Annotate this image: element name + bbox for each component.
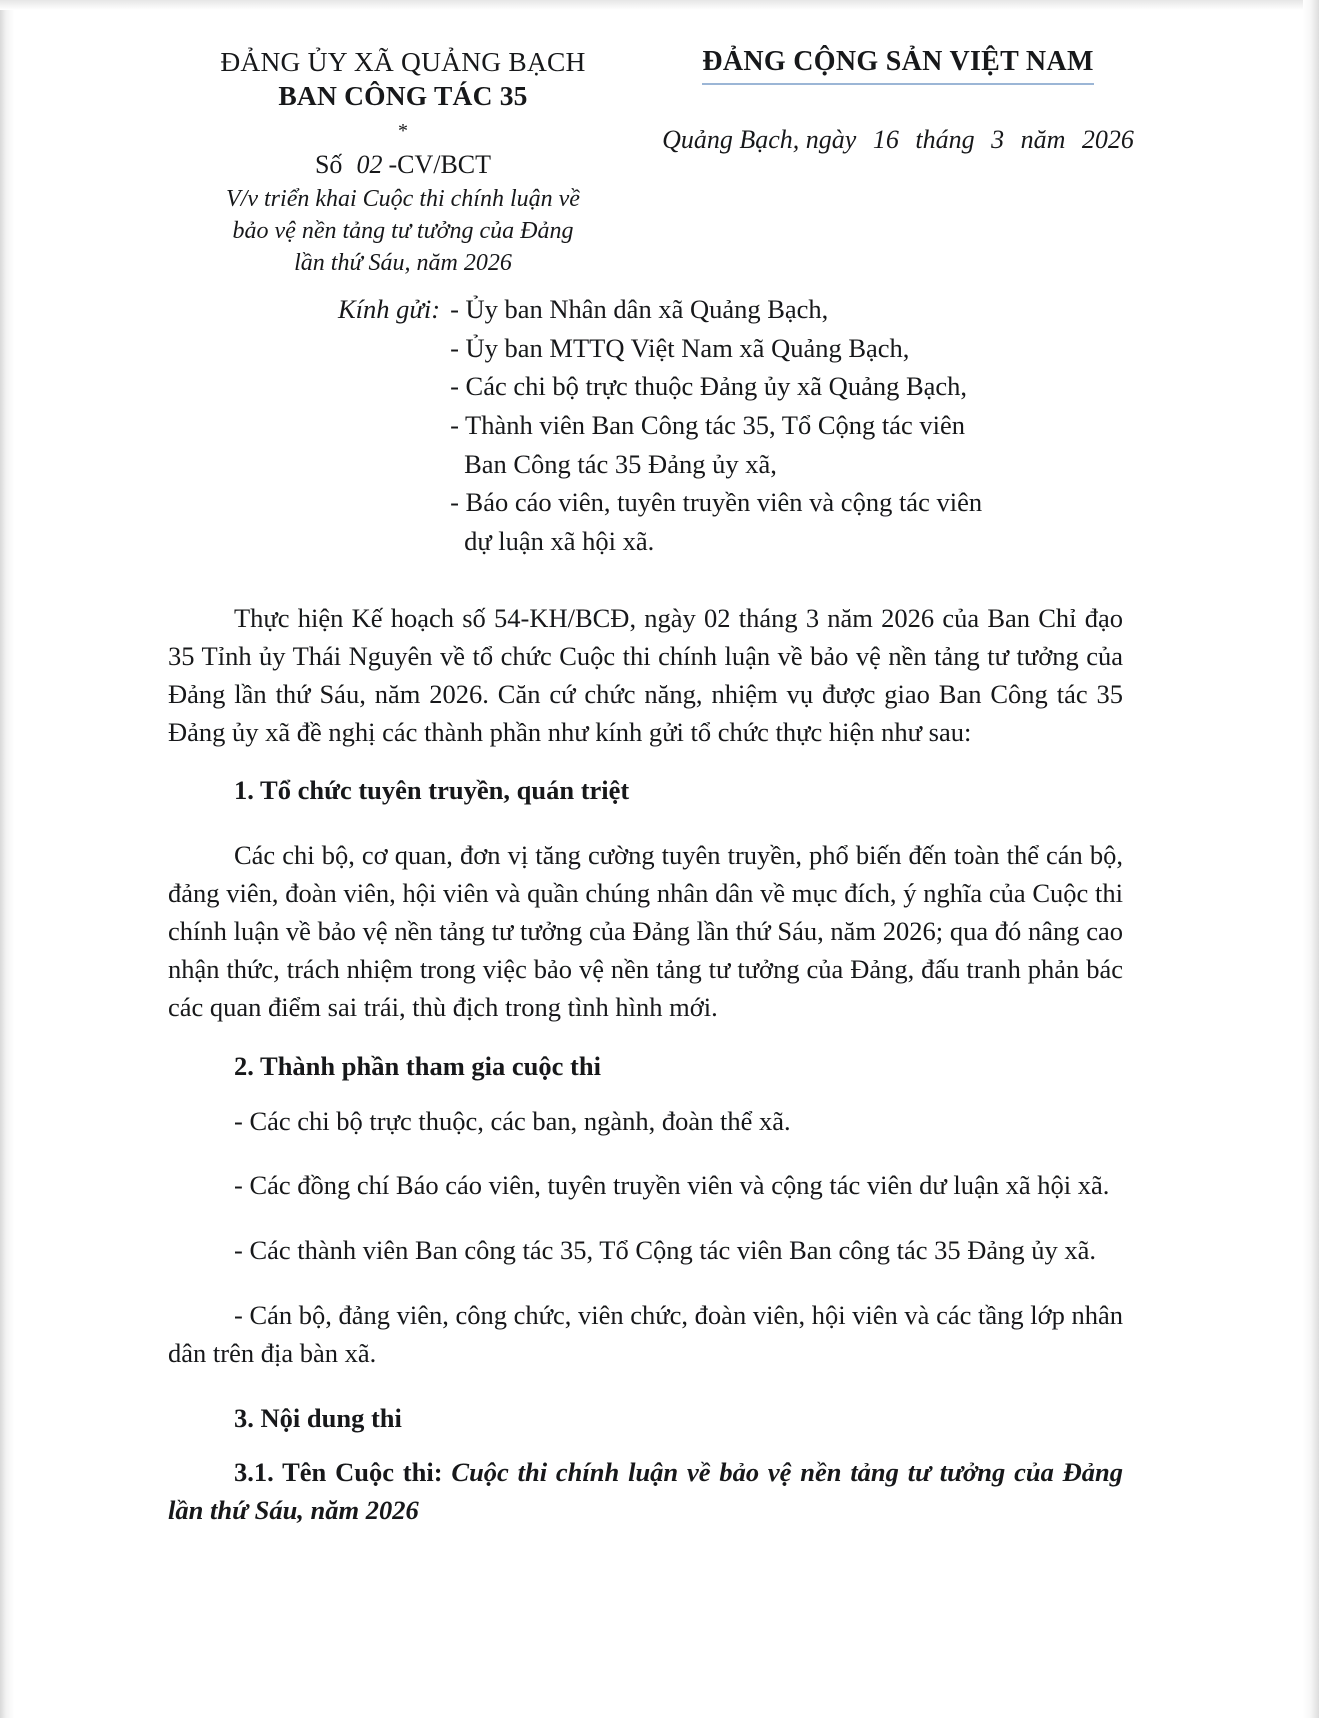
section-1-paragraph: Các chi bộ, cơ quan, đơn vị tăng cường tuyên truyền, phổ biến đến toàn thể cán bộ, đảng viên, đoàn viên, hội viên và quần chúng nhân dân về mục đích, ý nghĩa của Cuộc thi chính luận về bảo vệ nền tảng tư tưởng của Đảng lần thứ Sáu, năm 2026; qua đó nâng cao nhận thức, trách nhiệm trong việc bảo vệ nền tảng tư tưởng của Đảng, đấu tranh phản bác các quan điểm sai trái, thù địch trong tình hình mới.: [168, 839, 1123, 1023]
document-number-suffix: -CV/BCT: [388, 150, 492, 180]
section-2-bullet-3: - Các thành viên Ban công tác 35, Tổ Cộng tác viên Ban công tác 35 Đảng ủy xã.: [234, 1235, 1097, 1266]
page-edge-shadow-top: [0, 0, 1319, 10]
national-header-block: [638, 46, 1158, 155]
document-number-label: Số: [314, 150, 343, 180]
dateline-day: 16: [872, 125, 899, 154]
subject-line-1: V/v triển khai Cuộc thi chính luận về: [226, 186, 580, 213]
intro-paragraph: Thực hiện Kế hoạch số 54-KH/BCĐ, ngày 02 tháng 3 năm 2026 của Ban Chỉ đạo 35 Tỉnh ủy Thái Nguyên về tổ chức Cuộc thi chính luận về bảo vệ nền tảng tư tưởng của Đảng lần thứ Sáu, năm 2026. Căn cứ chức năng, nhiệm vụ được giao Ban Công tác 35 Đảng ủy xã đề nghị các thành phần như kính gửi tổ chức thực hiện như sau:: [168, 602, 1123, 747]
document-number-value: 02: [356, 150, 383, 180]
issuing-organization-block: [168, 46, 638, 280]
section-3-1-label: 3.1. Tên Cuộc thi:: [234, 1456, 443, 1487]
recipient-item: - Báo cáo viên, tuyên truyền viên và cộng tác viên: [450, 487, 983, 518]
document-header: [168, 46, 1158, 280]
recipients-row: [338, 290, 1138, 561]
recipient-item: - Ủy ban Nhân dân xã Quảng Bạch,: [450, 294, 829, 324]
page-edge-shadow-right: [1303, 0, 1319, 1718]
dateline-year: 2026: [1081, 125, 1134, 154]
organization-name-line2: BAN CÔNG TÁC 35: [278, 80, 528, 112]
recipient-item: - Thành viên Ban Công tác 35, Tổ Cộng tác viên: [450, 410, 966, 441]
national-title: ĐẢNG CỘNG SẢN VIỆT NAM: [702, 46, 1093, 85]
page-edge-shadow-left: [0, 0, 14, 1718]
dateline-month: 3: [991, 125, 1005, 154]
subject-line-2: bảo vệ nền tảng tư tưởng của Đảng: [232, 218, 574, 245]
recipients-label: Kính gửi:: [338, 294, 441, 324]
recipients-list: [450, 290, 1138, 561]
recipients-block: [338, 290, 1138, 561]
document-body: [168, 572, 1123, 1555]
recipient-item-continuation: Ban Công tác 35 Đảng ủy xã,: [464, 448, 777, 479]
dateline-place: Quảng Bạch, ngày: [662, 125, 857, 154]
section-3-heading: 3. Nội dung thi: [234, 1402, 402, 1433]
document-subject: [168, 184, 638, 280]
section-2-bullet-1: - Các chi bộ trực thuộc, các ban, ngành, đoàn thể xã.: [234, 1105, 791, 1136]
section-2-bullet-4: - Cán bộ, đảng viên, công chức, viên chức, đoàn viên, hội viên và các tầng lớp nhân dân trên địa bàn xã.: [168, 1299, 1123, 1368]
section-2-heading: 2. Thành phần tham gia cuộc thi: [234, 1050, 601, 1081]
organization-name-line1: ĐẢNG ỦY XÃ QUẢNG BẠCH: [220, 46, 586, 77]
recipient-item: - Ủy ban MTTQ Việt Nam xã Quảng Bạch,: [450, 332, 910, 363]
dateline-year-label: năm: [1020, 125, 1066, 154]
section-3-1-paragraph: [168, 1453, 1123, 1529]
section-2-bullet-2: - Các đồng chí Báo cáo viên, tuyên truyền viên và cộng tác viên dư luận xã hội xã.: [234, 1170, 1110, 1201]
section-1-heading: 1. Tổ chức tuyên truyền, quán triệt: [234, 775, 630, 806]
recipient-item-continuation: dự luận xã hội xã.: [464, 526, 655, 557]
subject-line-3: lần thứ Sáu, năm 2026: [294, 250, 512, 277]
dateline: [638, 125, 1158, 155]
section-3-1-value: Cuộc thi chính luận về bảo vệ nền tảng tư tưởng của Đảng lần thứ Sáu, năm 2026: [168, 1456, 1124, 1525]
document-number-line: [168, 147, 638, 182]
dateline-month-label: tháng: [915, 125, 975, 154]
separator-star: *: [398, 120, 408, 143]
recipient-item: - Các chi bộ trực thuộc Đảng ủy xã Quảng Bạch,: [450, 371, 968, 402]
